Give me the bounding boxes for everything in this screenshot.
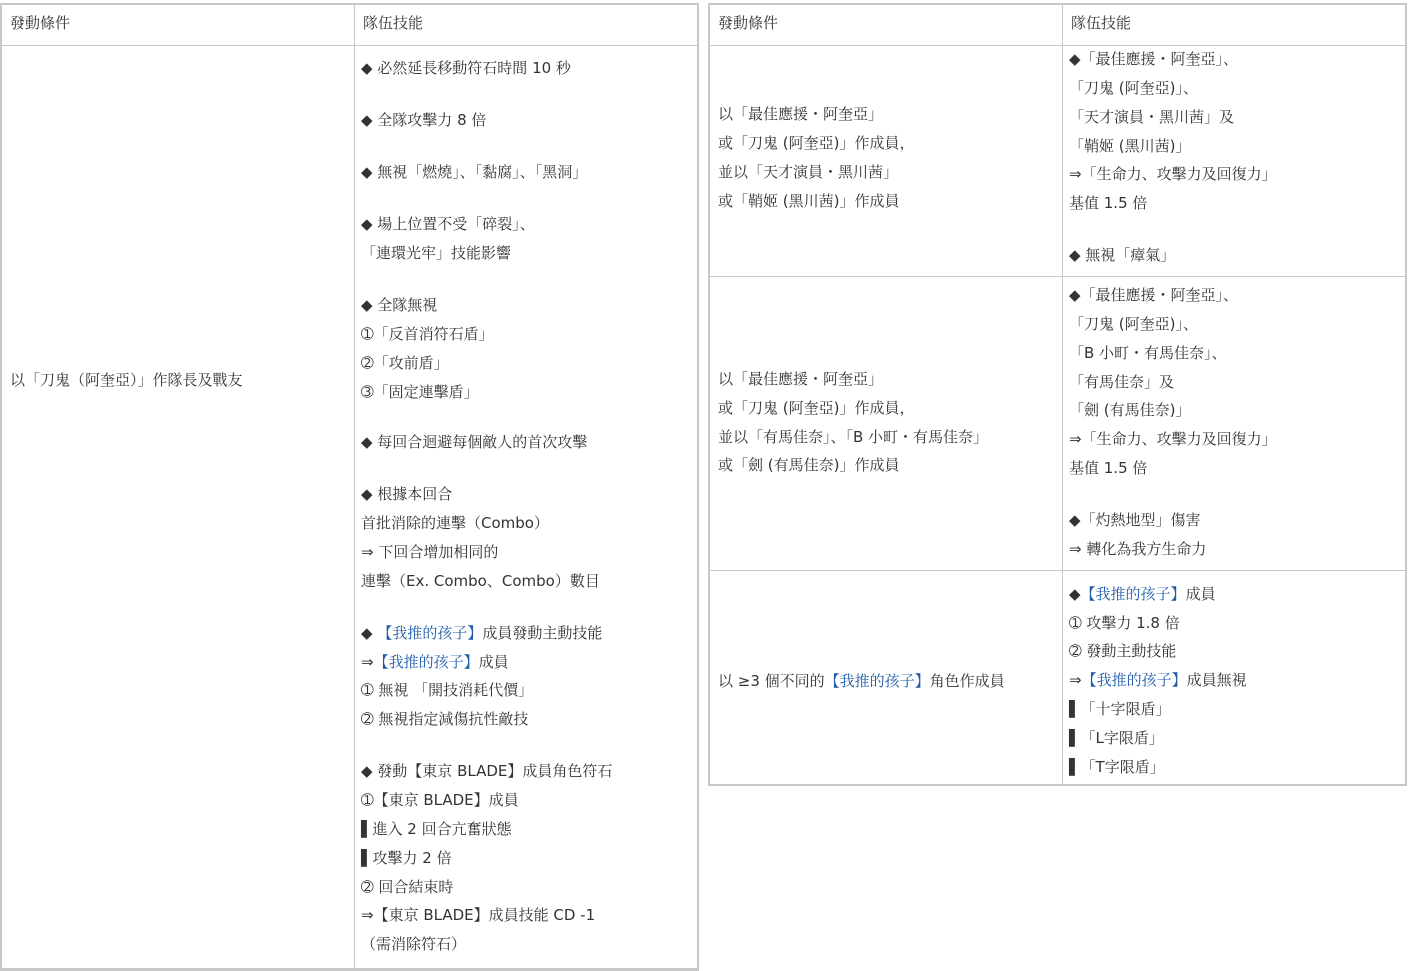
text-segment: 基值 1.5 倍 <box>1069 459 1148 477</box>
text-line <box>361 353 449 373</box>
text-segment: ◆「最佳應援・阿奎亞」、 <box>1069 50 1239 68</box>
text-segment: ⇒【東京 BLADE】成員技能 CD -1 <box>361 906 596 924</box>
text-segment: 或「鞘姬 (黑川茜)」作成員 <box>718 192 900 210</box>
text-segment: 「連環光牢」技能影響 <box>361 244 512 262</box>
text-line <box>361 680 533 700</box>
text-segment: 「B 小町・有馬佳奈」、 <box>1069 344 1227 362</box>
text-line <box>361 571 600 591</box>
text-segment: 以「最佳應援・阿奎亞」 <box>718 105 884 123</box>
text-segment: 並以「有馬佳奈」、「B 小町・有馬佳奈」 <box>718 428 989 446</box>
header-team-skill: 隊伍技能 <box>1071 14 1132 32</box>
text-line <box>718 191 899 211</box>
text-line <box>1069 372 1174 392</box>
text-segment: （需消除符石） <box>361 935 467 953</box>
text-line <box>361 848 452 868</box>
text-segment: 角色作成員 <box>929 672 1005 690</box>
table-header-row <box>2 5 697 46</box>
condition-cell <box>710 571 1063 784</box>
text-line <box>718 369 883 389</box>
text-segment: ➀【東京 BLADE】成員 <box>361 791 519 809</box>
condition-cell <box>710 277 1063 570</box>
text-segment: 或「刀鬼 (阿奎亞)」作成員， <box>718 399 915 417</box>
left-skill-table <box>0 3 699 971</box>
text-line <box>361 709 528 729</box>
text-segment: ⇒ <box>361 653 374 671</box>
text-line <box>1069 429 1277 449</box>
text-segment: 首批消除的連擊（Combo） <box>361 514 549 532</box>
text-segment: 成員發動主動技能 <box>482 624 603 642</box>
text-segment: 以 ≥3 個不同的 <box>718 672 825 690</box>
series-tag: 【我推的孩子】 <box>1080 585 1186 603</box>
text-segment: ◆ 場上位置不受「碎裂」、 <box>361 215 535 233</box>
text-segment: 「鞘姬 (黑川茜)」 <box>1069 137 1191 155</box>
text-line <box>718 671 1005 691</box>
skill-cell <box>355 46 697 968</box>
text-segment: 成員 <box>1185 585 1216 603</box>
text-segment: ◆ <box>361 624 378 642</box>
text-line <box>361 58 571 78</box>
text-line <box>361 382 479 402</box>
text-line <box>1069 285 1238 305</box>
text-segment: 基值 1.5 倍 <box>1069 194 1148 212</box>
header-condition: 發動條件 <box>718 14 779 32</box>
text-line <box>1069 539 1206 559</box>
text-line <box>361 905 595 925</box>
text-line <box>361 761 612 781</box>
text-segment: ◆ 全隊攻擊力 8 倍 <box>361 111 487 129</box>
text-line <box>1069 458 1147 478</box>
text-segment: ⇒ 下回合增加相同的 <box>361 543 499 561</box>
text-segment: ◆ 無視「燃燒」、「黏腐」、「黑洞」 <box>361 163 588 181</box>
text-line <box>1069 641 1176 661</box>
series-tag: 【我推的孩子】 <box>373 653 479 671</box>
text-line <box>361 295 437 315</box>
text-line <box>1069 613 1180 633</box>
header-cell-skill <box>1063 5 1405 45</box>
text-segment: 成員無視 <box>1186 671 1247 689</box>
text-line <box>361 324 494 344</box>
text-segment: ◆「最佳應援・阿奎亞」、 <box>1069 286 1239 304</box>
text-line <box>361 934 466 954</box>
text-line <box>1069 136 1190 156</box>
text-segment: ◆ 根據本回合 <box>361 485 453 503</box>
text-line <box>1069 314 1198 334</box>
skill-cell <box>1063 46 1405 276</box>
text-segment: ⇒ <box>1069 671 1082 689</box>
text-segment: ➀ 攻擊力 1.8 倍 <box>1069 614 1180 632</box>
text-segment: ◆ 無視「瘴氣」 <box>1069 246 1176 264</box>
text-segment: 「刀鬼 (阿奎亞)」、 <box>1069 79 1198 97</box>
text-segment: 「有馬佳奈」及 <box>1069 373 1175 391</box>
text-segment: ◆ 發動【東京 BLADE】成員角色符石 <box>361 762 613 780</box>
text-segment: ➁「攻前盾」 <box>361 354 449 372</box>
table-header-row <box>710 5 1405 46</box>
text-segment: ◆ <box>1069 585 1081 603</box>
header-cell-condition <box>2 5 355 45</box>
text-line <box>1069 164 1277 184</box>
table-row <box>710 46 1405 277</box>
header-condition: 發動條件 <box>10 14 71 32</box>
series-tag: 【我推的孩子】 <box>377 624 483 642</box>
text-line <box>361 652 509 672</box>
text-line <box>1069 670 1247 690</box>
header-cell-skill <box>355 5 697 45</box>
text-segment: 「劍 (有馬佳奈)」 <box>1069 401 1191 419</box>
text-segment: ◆「灼熱地型」傷害 <box>1069 511 1201 529</box>
text-segment: ◆ 全隊無視 <box>361 296 438 314</box>
table-row <box>710 571 1405 784</box>
text-segment: ➁ 回合結束時 <box>361 878 454 896</box>
text-line <box>1069 699 1171 719</box>
table-row <box>2 46 697 969</box>
text-segment: ◆ 必然延長移動符石時間 10 秒 <box>361 59 571 77</box>
text-line <box>1069 757 1165 777</box>
text-segment: 並以「天才演員・黑川茜」 <box>718 163 899 181</box>
text-line <box>1069 49 1238 69</box>
text-line <box>1069 193 1147 213</box>
text-segment: 「刀鬼 (阿奎亞)」、 <box>1069 315 1198 333</box>
text-line <box>1069 78 1198 98</box>
text-segment: ⇒「生命力、攻擊力及回復力」 <box>1069 165 1277 183</box>
text-line <box>361 542 498 562</box>
text-segment: ⇒「生命力、攻擊力及回復力」 <box>1069 430 1277 448</box>
text-line <box>1069 245 1175 265</box>
text-segment: ▌「L字限盾」 <box>1069 729 1164 747</box>
text-line <box>718 455 899 475</box>
text-segment: ➀ 無視 「開技消耗代價」 <box>361 681 534 699</box>
series-tag: 【我推的孩子】 <box>1081 671 1187 689</box>
header-cell-condition <box>710 5 1063 45</box>
text-line <box>361 513 549 533</box>
text-line <box>1069 107 1234 127</box>
text-line <box>718 398 914 418</box>
text-segment: ➁ 無視指定減傷抗性敵技 <box>361 710 529 728</box>
series-tag: 【我推的孩子】 <box>824 672 930 690</box>
text-line <box>718 162 898 182</box>
text-segment: ➁ 發動主動技能 <box>1069 642 1177 660</box>
text-segment: 連擊（Ex. Combo、Combo）數目 <box>361 572 600 590</box>
text-segment: ▌攻擊力 2 倍 <box>361 849 452 867</box>
text-segment: ▌進入 2 回合亢奮狀態 <box>361 820 512 838</box>
text-line <box>361 432 587 452</box>
text-segment: 或「劍 (有馬佳奈)」作成員 <box>718 456 900 474</box>
right-skill-table <box>708 3 1407 786</box>
text-line <box>361 877 453 897</box>
text-line <box>361 819 512 839</box>
text-segment: 成員 <box>478 653 509 671</box>
skill-cell <box>1063 571 1405 784</box>
text-line <box>718 427 988 447</box>
text-segment: ◆ 每回合迴避每個敵人的首次攻擊 <box>361 433 588 451</box>
text-segment: 以「最佳應援・阿奎亞」 <box>718 370 884 388</box>
text-line <box>1069 400 1190 420</box>
text-line <box>361 243 511 263</box>
text-segment: ➂「固定連擊盾」 <box>361 383 479 401</box>
text-line <box>361 790 519 810</box>
text-segment: 「天才演員・黑川茜」及 <box>1069 108 1235 126</box>
condition-cell <box>710 46 1063 276</box>
text-segment: ➀「反首消符石盾」 <box>361 325 494 343</box>
condition-text: 以「刀鬼（阿奎亞）」作隊長及戰友 <box>10 371 243 389</box>
text-line <box>1069 510 1201 530</box>
table-row <box>710 277 1405 571</box>
text-line <box>361 214 535 234</box>
text-line <box>361 623 602 643</box>
skill-cell <box>1063 277 1405 570</box>
text-line <box>718 133 914 153</box>
text-line <box>1069 584 1216 604</box>
text-line <box>1069 343 1227 363</box>
text-line <box>1069 728 1164 748</box>
text-segment: ▌「T字限盾」 <box>1069 758 1165 776</box>
text-line <box>718 104 883 124</box>
text-line <box>361 162 587 182</box>
text-segment: ▌「十字限盾」 <box>1069 700 1171 718</box>
text-segment: 或「刀鬼 (阿奎亞)」作成員， <box>718 134 915 152</box>
text-line <box>361 484 452 504</box>
header-team-skill: 隊伍技能 <box>363 14 424 32</box>
text-segment: ⇒ 轉化為我方生命力 <box>1069 540 1207 558</box>
condition-cell <box>2 46 355 968</box>
text-line <box>361 110 486 130</box>
